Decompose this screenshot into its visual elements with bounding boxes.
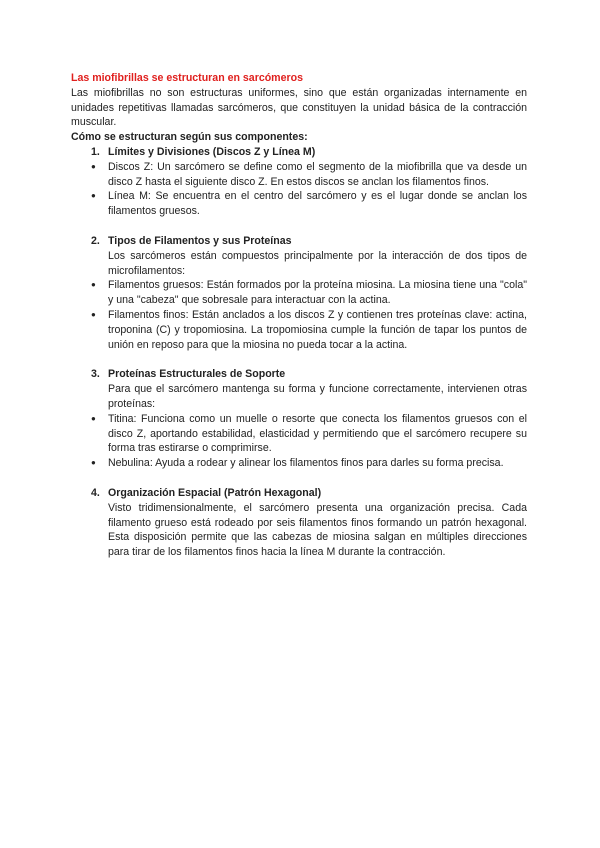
list-item [71, 456, 527, 471]
section-paragraph: Los sarcómeros están compuestos principalmente por la interacción de dos tipos de microfilamentos: [108, 249, 527, 277]
section-heading [71, 145, 527, 160]
bullet-icon: ● [91, 413, 96, 423]
bullet-text: Filamentos gruesos: Están formados por la proteína miosina. La miosina tiene una "cola" y una "cabeza" que sobresale para interactuar con la actina. [108, 279, 527, 307]
section-title: Organización Espacial (Patrón Hexagonal) [108, 486, 322, 499]
section-paragraph: Para que el sarcómero mantenga su forma y funcione correctamente, intervienen otras proteínas: [108, 383, 527, 410]
bullet-icon: ● [91, 309, 96, 319]
section-heading [71, 234, 527, 249]
section-4 [71, 486, 527, 560]
document-body [71, 71, 527, 560]
list-item [71, 308, 527, 352]
section-heading [71, 486, 527, 501]
bullet-text: Nebulina: Ayuda a rodear y alinear los filamentos finos para darles su forma precisa. [108, 457, 504, 470]
section-number: 1. [91, 145, 100, 158]
section-1 [71, 145, 527, 219]
section-title: Límites y Divisiones (Discos Z y Línea M) [108, 145, 316, 158]
bullet-text: Línea M: Se encuentra en el centro del sarcómero y es el lugar donde se anclan los filamentos gruesos. [108, 190, 527, 218]
section-2 [71, 234, 527, 352]
list-item [71, 189, 527, 219]
bullet-text: Titina: Funciona como un muelle o resorte que conecta los filamentos gruesos con el disco Z, aportando estabilidad, elasticidad y permitiendo que el sarcómero recupere su forma tras estirarse o comprimirse. [108, 412, 527, 455]
bullet-text: Filamentos finos: Están anclados a los discos Z y contienen tres proteínas clave: actina, troponina (C) y tropomiosina. La tropomiosina cumple la función de tapar los puntos de unión en reposo para que la miosina no pueda tocar a la actina. [108, 308, 527, 351]
section-title: Tipos de Filamentos y sus Proteínas [108, 234, 292, 247]
section-number: 3. [91, 368, 100, 381]
bullet-icon: ● [91, 280, 96, 290]
list-item [71, 412, 527, 456]
bullet-icon: ● [91, 191, 96, 201]
bullet-icon: ● [91, 458, 96, 468]
section-paragraph: Visto tridimensionalmente, el sarcómero presenta una organización precisa. Cada filamento grueso está rodeado por seis filamentos finos formando un patrón hexagonal. Esta disposición permite que las cabezas de miosina salgan en múltiples direcciones para tirar de los filamentos finos hacia la línea M durante la contracción. [108, 501, 527, 559]
document-title: Las miofibrillas se estructuran en sarcómeros [71, 72, 303, 84]
section-title: Proteínas Estructurales de Soporte [108, 368, 286, 381]
bullet-text: Discos Z: Un sarcómero se define como el segmento de la miofibrilla que va desde un disco Z hasta el siguiente disco Z. En estos discos se anclan los filamentos finos. [108, 160, 527, 188]
list-item [71, 160, 527, 190]
section-number: 2. [91, 234, 100, 247]
list-item [71, 278, 527, 308]
intro-paragraph: Las miofibrillas no son estructuras uniformes, sino que están organizadas internamente en unidades repetitivas llamadas sarcómeros, que constituyen la unidad básica de la contracción muscular. [71, 86, 527, 129]
components-subheading: Cómo se estructuran según sus componentes: [71, 131, 308, 144]
section-heading [71, 367, 527, 382]
bullet-icon: ● [91, 161, 96, 171]
section-3 [71, 367, 527, 471]
section-number: 4. [91, 486, 100, 499]
